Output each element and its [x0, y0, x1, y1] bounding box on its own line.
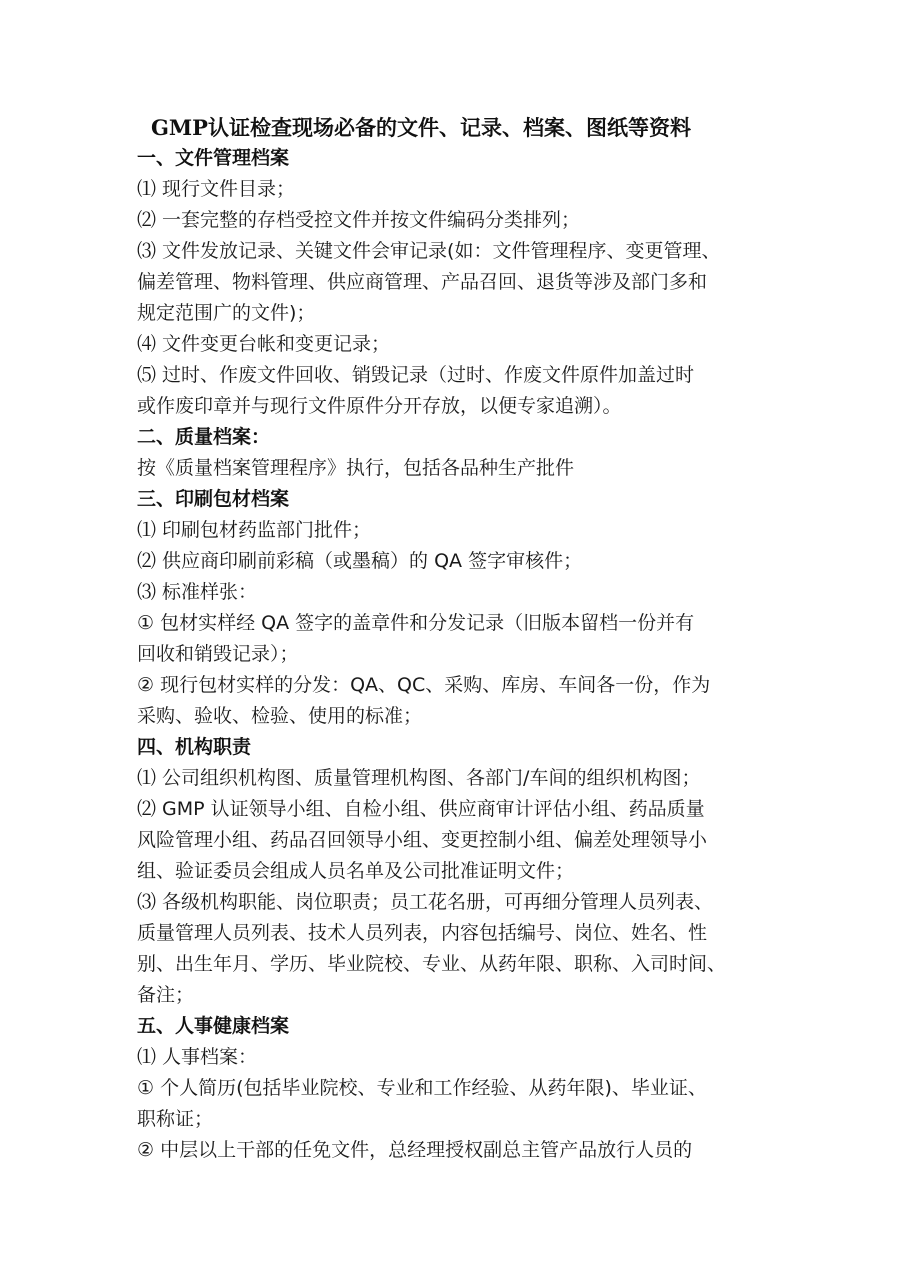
list-item	[137, 205, 777, 236]
text-line: 风险管理小组、药品召回领导小组、变更控制小组、偏差处理领导小	[137, 829, 708, 851]
document-section	[137, 143, 777, 422]
text-line: 按《质量档案管理程序》执行，包括各品种生产批件	[137, 457, 575, 479]
section-heading: 三、印刷包材档案	[137, 488, 290, 510]
document-section	[137, 1011, 777, 1166]
list-item	[137, 763, 777, 794]
list-item	[137, 1073, 777, 1135]
text-line: 备注；	[137, 984, 195, 1006]
section-heading: 四、机构职责	[137, 736, 252, 758]
document-section	[137, 422, 777, 484]
text-line: ⑴ 现行文件目录；	[137, 178, 296, 200]
text-line: ① 包材实样经 QA 签字的盖章件和分发记录（旧版本留档一份并有	[137, 612, 695, 634]
text-line: ① 个人简历(包括毕业院校、专业和工作经验、从药年限)、毕业证、	[137, 1077, 707, 1099]
document-title: GMP认证检查现场必备的文件、记录、档案、图纸等资料	[151, 115, 691, 140]
list-item	[137, 174, 777, 205]
document-sections	[137, 143, 777, 1166]
text-line: 组、验证委员会组成人员名单及公司批准证明文件；	[137, 860, 575, 882]
text-line: 回收和销毁记录）；	[137, 643, 299, 665]
section-heading: 二、质量档案：	[137, 426, 271, 448]
section-heading: 一、文件管理档案	[137, 147, 290, 169]
document-body	[137, 112, 777, 1166]
text-line: 质量管理人员列表、技术人员列表，内容包括编号、岗位、姓名、性	[137, 922, 708, 944]
text-line: 别、出生年月、学历、毕业院校、专业、从药年限、职称、入司时间、	[137, 953, 727, 975]
list-item	[137, 670, 777, 732]
text-line: ⑵ 供应商印刷前彩稿（或墨稿）的 QA 签字审核件；	[137, 550, 583, 572]
text-line: 职称证；	[137, 1108, 214, 1130]
list-item	[137, 577, 777, 608]
text-line: ⑸ 过时、作废文件回收、销毁记录（过时、作废文件原件加盖过时	[137, 364, 695, 386]
list-item	[137, 329, 777, 360]
text-line: ⑵ GMP 认证领导小组、自检小组、供应商审计评估小组、药品质量	[137, 798, 705, 820]
text-line: ② 现行包材实样的分发：QA、QC、采购、库房、车间各一份，作为	[137, 674, 711, 696]
text-line: ⑴ 印刷包材药监部门批件；	[137, 519, 372, 541]
list-item	[137, 515, 777, 546]
list-item	[137, 1135, 777, 1166]
text-line: ⑶ 文件发放记录、关键文件会审记录(如：文件管理程序、变更管理、	[137, 240, 721, 262]
list-item	[137, 794, 777, 887]
list-item	[137, 453, 777, 484]
list-item	[137, 360, 777, 422]
list-item	[137, 1042, 777, 1073]
text-line: ⑴ 人事档案：	[137, 1046, 258, 1068]
list-item	[137, 546, 777, 577]
list-item	[137, 608, 777, 670]
text-line: 或作废印章并与现行文件原件分开存放，以便专家追溯）。	[137, 395, 622, 417]
text-line: ⑵ 一套完整的存档受控文件并按文件编码分类排列；	[137, 209, 581, 231]
text-line: ⑷ 文件变更台帐和变更记录；	[137, 333, 391, 355]
section-heading: 五、人事健康档案	[137, 1015, 290, 1037]
text-line: ⑶ 标准样张：	[137, 581, 258, 603]
document-section	[137, 484, 777, 732]
list-item	[137, 236, 777, 329]
document-section	[137, 732, 777, 1011]
text-line: 采购、验收、检验、使用的标准；	[137, 705, 423, 727]
text-line: 规定范围广的文件)；	[137, 302, 316, 324]
list-item	[137, 887, 777, 1011]
text-line: 偏差管理、物料管理、供应商管理、产品召回、退货等涉及部门多和	[137, 271, 708, 293]
text-line: ⑴ 公司组织机构图、质量管理机构图、各部门/车间的组织机构图；	[137, 767, 701, 789]
text-line: ② 中层以上干部的任免文件，总经理授权副总主管产品放行人员的	[137, 1139, 693, 1161]
text-line: ⑶ 各级机构职能、岗位职责；员工花名册，可再细分管理人员列表、	[137, 891, 714, 913]
